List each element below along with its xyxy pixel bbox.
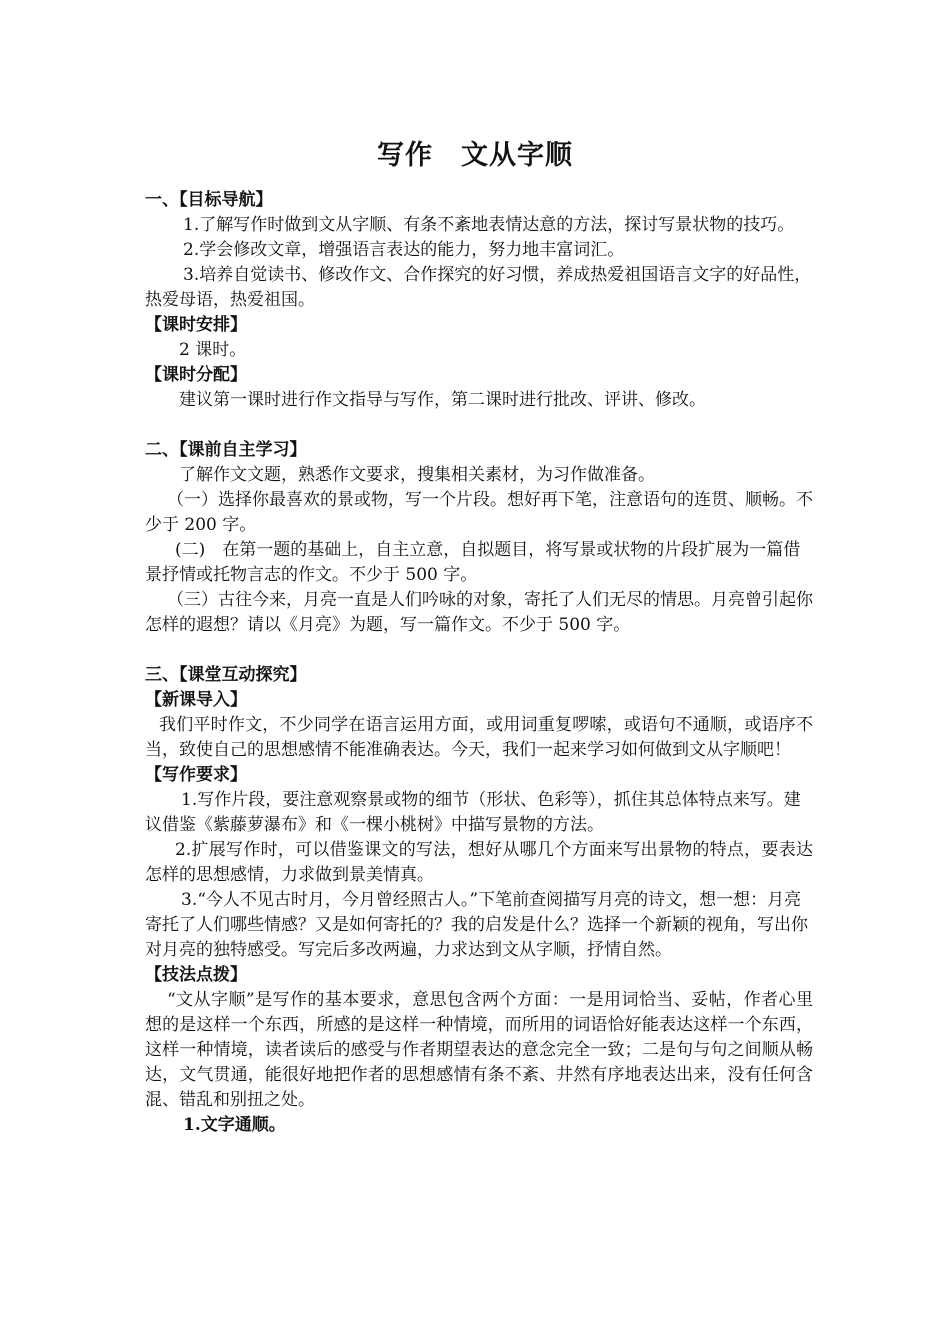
subheading-schedule: 【课时安排】 [145,315,247,335]
requirement-item-3: 3.“今人不见古时月，今月曾经照古人。”下笔前查阅描写月亮的诗文，想一想：月亮寄托了人们哪些情感？又是如何寄托的？我的启发是什么？选择一个新颖的视角，写出你对月亮的独特感受。写完后多改两遍，力求达到文从字顺，抒情自然。 [145,890,808,960]
requirement-item-1: 1.写作片段，要注意观察景或物的细节（形状、色彩等），抓住其总体特点来写。建议借鉴《紫藤萝瀑布》和《一棵小桃树》中描写景物的方法。 [145,790,801,835]
document-body [145,188,813,1138]
title-part-1: 写作 [377,140,433,171]
requirement-item-2: 2.扩展写作时，可以借鉴课文的写法，想好从哪几个方面来写出景物的特点，要表达怎样的思想感情，力求做到景美情真。 [145,840,813,885]
section-heading-classroom: 三、【课堂互动探究】 [145,665,307,685]
allocation-text: 建议第一课时进行作文指导与写作，第二课时进行批改、评讲、修改。 [179,390,706,410]
schedule-text: 2 课时。 [179,340,247,360]
intro-text: 我们平时作文，不少同学在语言运用方面，或用词重复啰嗦，或语句不通顺，或语序不当，致使自己的思想感情不能准确表达。今天，我们一起来学习如何做到文从字顺吧！ [145,715,813,760]
subpoint-1: 1.文字通顺。 [183,1115,286,1135]
goal-item-2: 2.学会修改文章，增强语言表达的能力，努力地丰富词汇。 [183,240,625,260]
section-heading-preclass: 二、【课前自主学习】 [145,440,307,460]
goal-item-1: 1.了解写作时做到文从字顺、有条不紊地表情达意的方法，探讨写景状物的技巧。 [183,215,795,235]
subheading-intro: 【新课导入】 [145,690,247,710]
goal-item-3: 3.培养自觉读书、修改作文、合作探究的好习惯，养成热爱祖国语言文字的好品性，热爱母语，热爱祖国。 [145,265,812,310]
subheading-allocation: 【课时分配】 [145,365,247,385]
preclass-question-1: （一）选择你最喜欢的景或物，写一个片段。想好再下笔，注意语句的连贯、顺畅。不少于 200 字。 [145,490,813,535]
title-part-2: 文从字顺 [461,140,573,171]
subheading-requirements: 【写作要求】 [145,765,247,785]
preclass-question-3: （三）古往今来，月亮一直是人们吟咏的对象，寄托了人们无尽的情思。月亮曾引起你怎样的遐想？请以《月亮》为题，写一篇作文。不少于 500 字。 [145,590,813,635]
preclass-question-2: (二) 在第一题的基础上，自主立意，自拟题目，将写景或状物的片段扩展为一篇借景抒情或托物言志的作文。不少于 500 字。 [145,540,801,585]
subheading-techniques: 【技法点拨】 [145,965,247,985]
page-title [0,133,950,172]
section-heading-goals: 一、【目标导航】 [145,190,273,210]
preclass-intro: 了解作文文题，熟悉作文要求，搜集相关素材，为习作做准备。 [179,465,655,485]
techniques-text: “文从字顺”是写作的基本要求，意思包含两个方面：一是用词恰当、妥帖，作者心里想的是这样一个东西，所感的是这样一种情境，而所用的词语恰好能表达这样一个东西，这样一种情境，读者读后的感受与作者期望表达的意念完全一致；二是句与句之间顺从畅达，文气贯通，能很好地把作者的思想感情有条不紊、井然有序地表达出来，没有任何含混、错乱和别扭之处。 [145,990,813,1110]
